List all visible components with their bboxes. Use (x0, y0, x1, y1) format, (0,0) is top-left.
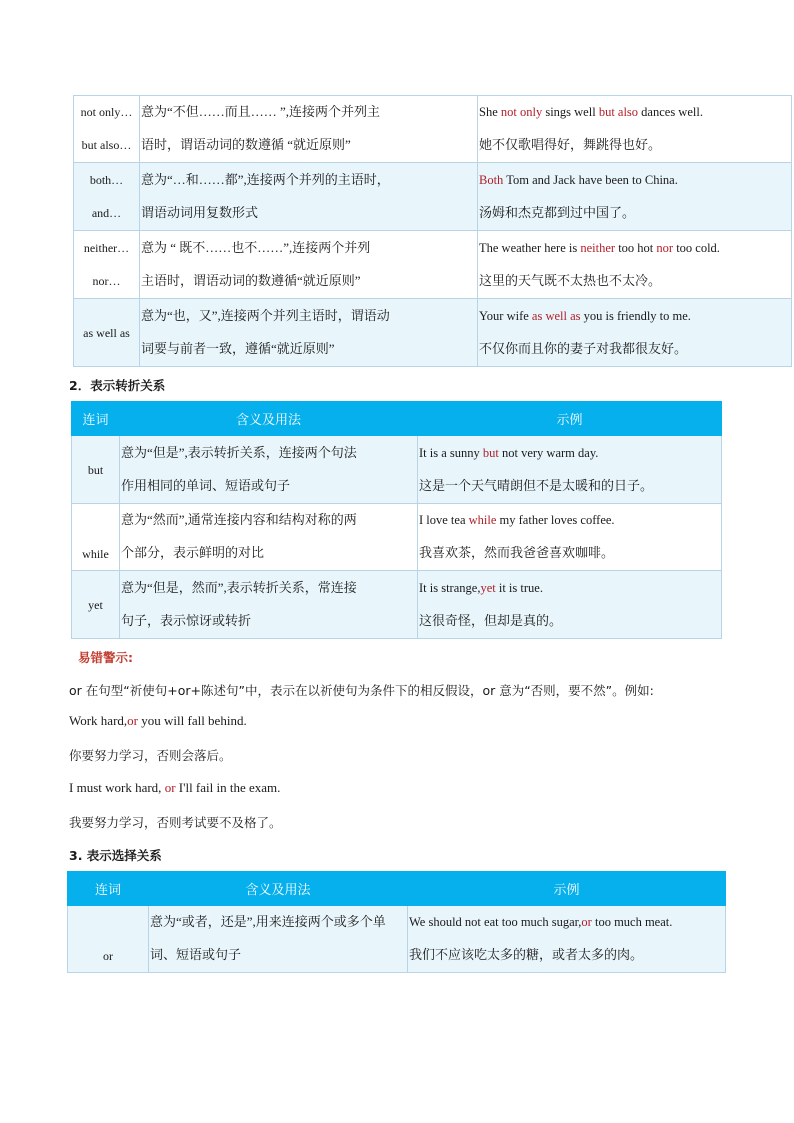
table-row (74, 299, 792, 367)
example-en: I love tea while my father loves coffee. (419, 513, 615, 527)
table-row (74, 96, 792, 163)
example-sentence-zh: 你要努力学习，否则会落后。 (69, 748, 232, 763)
usage-text: 词、短语或句子 (150, 947, 242, 962)
conjunction-text: but also… (81, 138, 132, 152)
example-sentence-zh: 我要努力学习，否则考试要不及格了。 (69, 815, 282, 830)
usage-text: 语时，谓语动词的数遵循 “就近原则” (141, 137, 351, 152)
usage-cell (140, 96, 478, 163)
example-en: The weather here is neither too hot nor too cold. (479, 240, 720, 255)
usage-cell (120, 436, 418, 504)
example-cell (478, 299, 792, 367)
column-header: 示例 (418, 402, 722, 436)
example-en: It is a sunny but not very warm day. (419, 445, 599, 460)
conjunction-cell (74, 96, 140, 163)
example-cell (478, 163, 792, 231)
conjunction-text: neither… (83, 240, 130, 255)
coordinating-conjunctions-table (73, 95, 792, 367)
usage-text: 意为“然而”,通常连接内容和结构对称的两 (121, 512, 357, 527)
section-heading: 2．表示转折关系 (69, 378, 166, 393)
usage-cell (149, 906, 408, 973)
usage-cell (120, 504, 418, 571)
usage-text: 意为“或者，还是”,用来连接两个或多个单 (150, 914, 386, 929)
table-row (72, 571, 722, 639)
example-zh: 我喜欢茶，然而我爸爸喜欢咖啡。 (419, 545, 615, 560)
example-zh: 这很奇怪，但却是真的。 (419, 612, 563, 628)
usage-text: 意为“不但……而且…… ”,连接两个并列主 (141, 104, 381, 119)
table-header-row (72, 402, 722, 436)
table-header-row (68, 872, 726, 906)
example-cell (478, 96, 792, 163)
warning-label: 易错警示: (78, 650, 133, 665)
example-zh: 这是一个天气晴朗但不是太暖和的日子。 (419, 477, 654, 493)
conjunction-cell: while (72, 504, 120, 571)
example-zh: 这里的天气既不太热也不太冷。 (479, 272, 662, 288)
table-row (74, 231, 792, 299)
table-row (72, 504, 722, 571)
table-row (72, 436, 722, 504)
example-zh: 她不仅歌唱得好，舞跳得也好。 (479, 137, 662, 152)
example-sentence-en: I must work hard, or I'll fail in the exam. (69, 780, 281, 795)
example-zh: 不仅你而且你的妻子对我都很友好。 (479, 340, 688, 356)
usage-text: 句子，表示惊讶或转折 (121, 612, 252, 628)
warning-intro: or 在句型“祈使句+or+陈述句”中，表示在以祈使句为条件下的相反假设，or 意为“否则，要不然”。例如: (69, 683, 654, 698)
usage-text: 意为“但是，然而”,表示转折关系，常连接 (121, 579, 357, 595)
column-header: 含义及用法 (120, 402, 418, 436)
conjunction-cell: but (72, 436, 120, 504)
usage-text: 意为“…和……都”,连接两个并列的主语时， (141, 171, 390, 187)
conjunction-cell (74, 163, 140, 231)
conjunction-cell (74, 231, 140, 299)
usage-cell (140, 231, 478, 299)
example-cell (418, 504, 722, 571)
conjunction-text: and… (91, 205, 122, 220)
column-header: 连词 (72, 402, 120, 436)
column-header: 含义及用法 (149, 872, 408, 906)
usage-text: 主语时，谓语动词的数遵循“就近原则” (141, 272, 361, 288)
example-en: Your wife as well as you is friendly to me. (479, 308, 691, 323)
example-zh: 我们不应该吃太多的糖，或者太多的肉。 (409, 947, 644, 962)
usage-text: 谓语动词用复数形式 (141, 204, 259, 220)
usage-text: 意为 “ 既不……也不……”,连接两个并列 (141, 239, 371, 255)
example-sentence-en: Work hard,or you will fall behind. (69, 713, 247, 728)
usage-text: 作用相同的单词、短语或句子 (121, 477, 291, 493)
conjunction-cell: yet (72, 571, 120, 639)
example-en: Both Tom and Jack have been to China. (479, 172, 678, 187)
example-cell (478, 231, 792, 299)
section-heading: 3. 表示选择关系 (69, 848, 162, 863)
usage-cell (140, 299, 478, 367)
usage-text: 意为“也，又”,连接两个并列主语时，谓语动 (141, 307, 390, 323)
example-zh: 汤姆和杰克都到过中国了。 (479, 204, 636, 220)
column-header: 连词 (68, 872, 149, 906)
usage-cell (120, 571, 418, 639)
usage-cell (140, 163, 478, 231)
example-cell (418, 436, 722, 504)
conjunction-text: as well as (83, 325, 130, 340)
table-row (74, 163, 792, 231)
example-cell (408, 906, 726, 973)
table-row (68, 906, 726, 973)
example-en: We should not eat too much sugar,or too much meat. (409, 915, 673, 929)
example-en: It is strange,yet it is true. (419, 580, 543, 595)
conjunction-text: both… (89, 172, 124, 187)
column-header: 示例 (408, 872, 726, 906)
usage-text: 意为“但是”,表示转折关系，连接两个句法 (121, 444, 357, 460)
conjunction-cell (74, 299, 140, 367)
example-en: She not only sings well but also dances well. (479, 105, 703, 119)
conjunction-cell: or (68, 906, 149, 973)
conjunction-text: not only… (80, 105, 133, 119)
alternative-conjunctions-table (67, 871, 726, 973)
example-cell (418, 571, 722, 639)
adversative-conjunctions-table (71, 401, 722, 639)
conjunction-text: nor… (92, 273, 121, 288)
usage-text: 词要与前者一致，遵循“就近原则” (141, 340, 335, 356)
usage-text: 个部分，表示鲜明的对比 (121, 545, 265, 560)
